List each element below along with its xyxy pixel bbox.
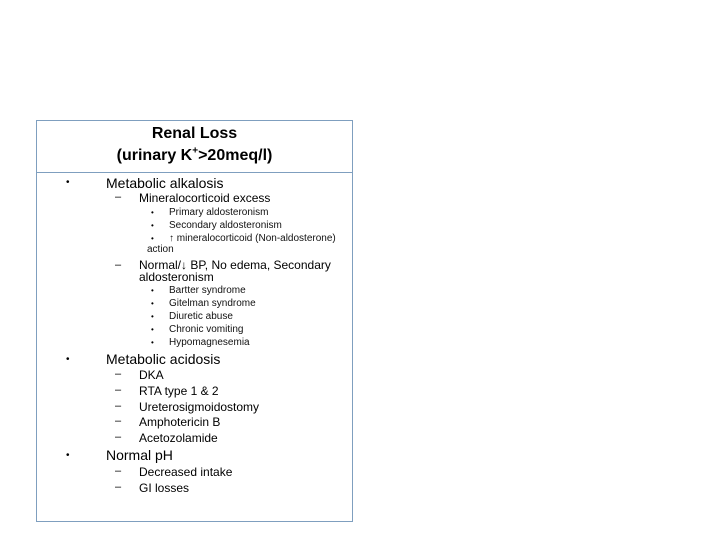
bullet-icon: • [151,221,154,230]
list-item: GI losses [139,481,190,495]
dash-icon: – [115,384,122,396]
bullet-icon: • [151,299,154,308]
bullet-icon: • [151,208,154,217]
title-line-2 [37,145,352,167]
subsection-normal-bp-continued: aldosteronism [139,270,214,284]
section-metabolic-acidosis: Metabolic acidosis [106,351,221,367]
list-item: Hypomagnesemia [169,337,250,348]
list-item: ↑ mineralocorticoid (Non-aldosterone) [169,233,336,244]
list-item: DKA [139,368,164,382]
list-item-continued: action [147,244,174,255]
dash-icon: – [115,465,122,477]
list-item: Chronic vomiting [169,324,244,335]
section-metabolic-alkalosis: Metabolic alkalosis [106,175,224,191]
list-item: Bartter syndrome [169,285,246,296]
bullet-icon: • [66,177,70,188]
subsection-mineralocorticoid-excess: Mineralocorticoid excess [139,191,271,205]
bullet-icon: • [151,338,154,347]
dash-icon: – [115,259,122,271]
bullet-icon: • [66,354,70,365]
title-superscript: + [192,145,199,157]
section-normal-ph: Normal pH [106,447,173,463]
bullet-icon: • [151,286,154,295]
list-item: Amphotericin B [139,415,221,429]
list-item: Ureterosigmoidostomy [139,400,260,414]
list-item: Secondary aldosteronism [169,220,282,231]
list-item: Acetozolamide [139,431,218,445]
list-item: Diuretic abuse [169,311,233,322]
dash-icon: – [115,368,122,380]
renal-loss-card [36,120,353,522]
bullet-icon: • [151,325,154,334]
bullet-icon: • [66,450,70,461]
bullet-icon: • [151,312,154,321]
dash-icon: – [115,191,122,203]
dash-icon: – [115,400,122,412]
dash-icon: – [115,431,122,443]
dash-icon: – [115,481,122,493]
subsection-normal-bp: Normal/↓ BP, No edema, Secondary [139,258,331,272]
dash-icon: – [115,415,122,427]
list-item: Gitelman syndrome [169,298,256,309]
title-line-1: Renal Loss [151,125,238,142]
title-text-pre: (urinary K [116,147,193,164]
title-text-post: >20meq/l) [198,147,273,164]
list-item: Primary aldosteronism [169,207,269,218]
bullet-icon: • [151,234,154,243]
list-item: RTA type 1 & 2 [139,384,219,398]
card-title [37,121,352,173]
list-item: Decreased intake [139,465,233,479]
